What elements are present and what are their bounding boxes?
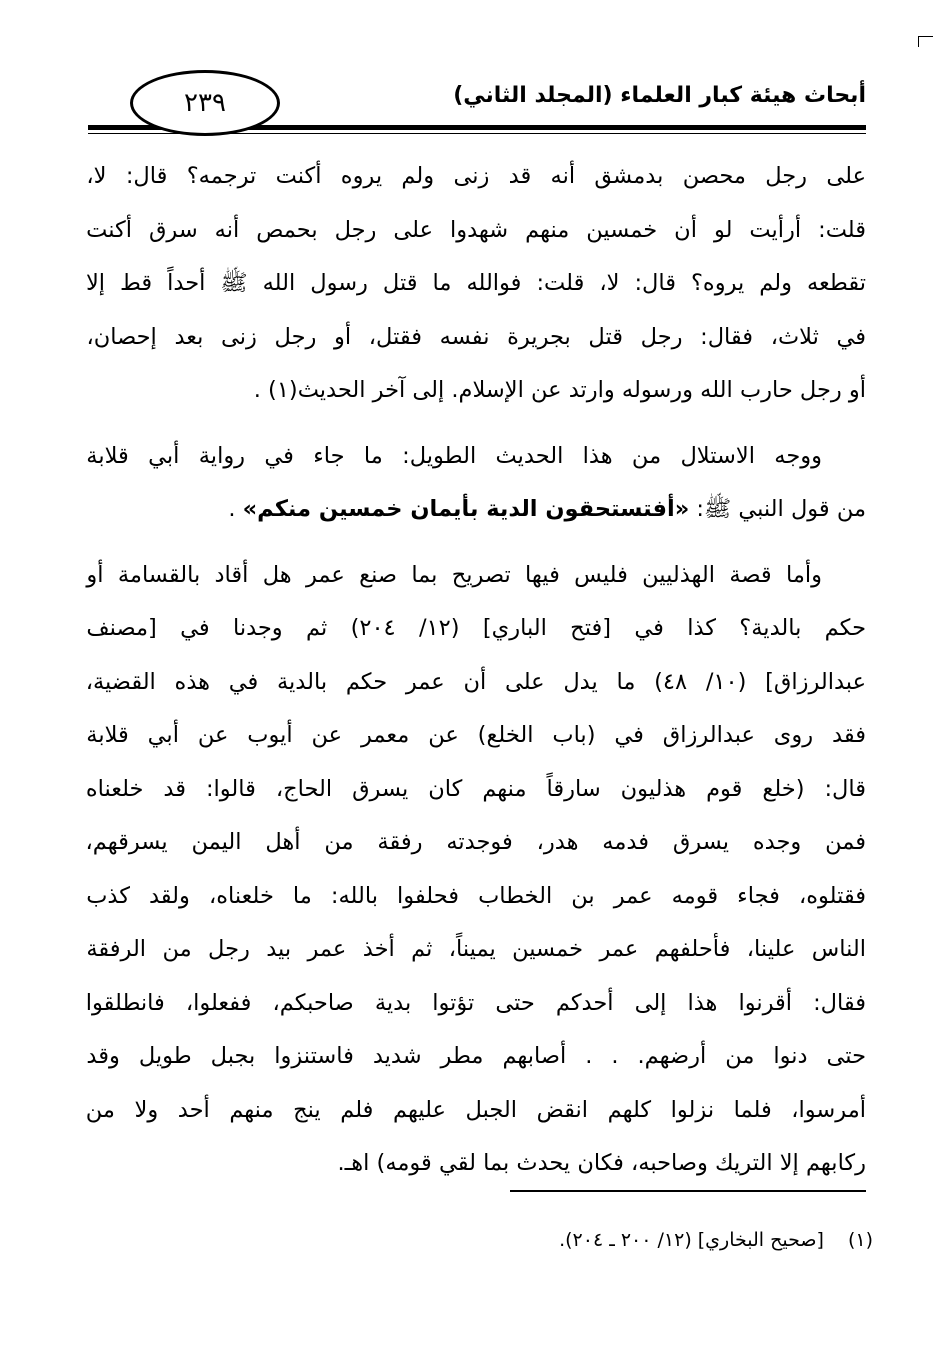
text-line: ركابهم إلا التريك وصاحبه، فكان يحدث بما لقي قومه) اهـ. xyxy=(337,1150,866,1176)
footnote-rule xyxy=(510,1190,866,1192)
paragraph-gap xyxy=(86,537,866,549)
text-line xyxy=(86,483,866,537)
text-line: فقد روى عبدالرزاق في (باب الخلع) عن معمر عن أيوب عن أبي قلابة xyxy=(86,722,866,748)
footnote xyxy=(559,1226,873,1254)
paragraph-3 xyxy=(86,549,866,1191)
text-line: تقطعه ولم يروه؟ قال: لا، قلت: فوالله ما قتل رسول الله ﷺ أحداً قط إلا xyxy=(85,270,866,296)
paragraph-1 xyxy=(86,150,866,418)
paragraph-gap xyxy=(86,418,866,430)
body-text xyxy=(86,150,866,1191)
page-header xyxy=(88,70,866,150)
text-segment: من قول النبي ﷺ: xyxy=(689,496,866,522)
text-line: وأما قصة الهذليين فليس فيها تصريح بما صنع عمر هل أقاد بالقسامة أو xyxy=(86,561,822,588)
text-line: عبدالرزاق] (١٠/ ٤٨) ما يدل على أن عمر حكم بالدية في هذه القضية، xyxy=(85,668,866,695)
text-segment: . xyxy=(228,496,243,522)
text-line: حتى دنوا من أرضهم. . . أصابهم مطر شديد فاستنزوا بجبل طويل وقد xyxy=(86,1043,866,1069)
text-line: قلت: أرأيت لو أن خمسين منهم شهدوا على رجل بحمص أنه سرق أكنت xyxy=(86,216,866,243)
paragraph-2 xyxy=(86,430,866,537)
text-line: أمرسوا، فلما نزلوا كلهم انقض الجبل عليهم فلم ينج منهم أحد ولا من xyxy=(85,1096,866,1123)
text-line: الناس علينا، فأحلفهم عمر خمسين يميناً، ثم أخذ عمر بيد رجل من الرفقة xyxy=(86,936,866,962)
footnote-number: (١) xyxy=(847,1229,873,1251)
text-line: في ثلاث، فقال: رجل قتل بجريرة نفسه فقتل، أو رجل زنى بعد إحصان، xyxy=(86,323,866,350)
page-number: ٢٣٩ xyxy=(184,88,226,118)
text-line: فمن وجده يسرق فدمه هدر، فوجدته رفقة من أهل اليمن يسرقهم، xyxy=(85,829,866,855)
text-line: فقتلوه، فجاء قومه عمر بن الخطاب فحلفوا بالله: ما خلعناه، ولقد كذب xyxy=(86,882,866,909)
text-line: حكم بالدية؟ كذا في [فتح الباري] (١٢/ ٢٠٤) ثم وجدنا في [مصنف xyxy=(86,615,866,641)
page-number-oval xyxy=(130,70,280,136)
text-line: ووجه الاستلال من هذا الحديث الطويل: ما جاء في رواية أبي قلابة xyxy=(86,442,822,469)
text-line: على رجل محصن بدمشق أنه قد زنى ولم يروه أكنت ترجمه؟ قال: لا، xyxy=(86,163,866,189)
crop-mark xyxy=(918,36,933,47)
text-line: فقال: أقرنوا هذا إلى أحدكم حتى تؤتوا بدية صاحبكم، ففعلوا، فانطلقوا xyxy=(85,989,866,1016)
text-line: أو رجل حارب الله ورسوله وارتد عن الإسلام. إلى آخر الحديث(١) . xyxy=(253,377,866,403)
running-head: أبحاث هيئة كبار العلماء (المجلد الثاني) xyxy=(453,83,866,108)
text-line: قال: (خلع قوم هذليون سارقاً منهم كان يسرق الحاج، قالوا: قد خلعناه xyxy=(85,775,866,802)
hadith-quote: «أفتستحقون الدية بأيمان خمسين منكم» xyxy=(242,496,690,522)
footnote-text: [صحيح البخاري] (١٢/ ٢٠٠ ـ ٢٠٤). xyxy=(559,1229,824,1251)
